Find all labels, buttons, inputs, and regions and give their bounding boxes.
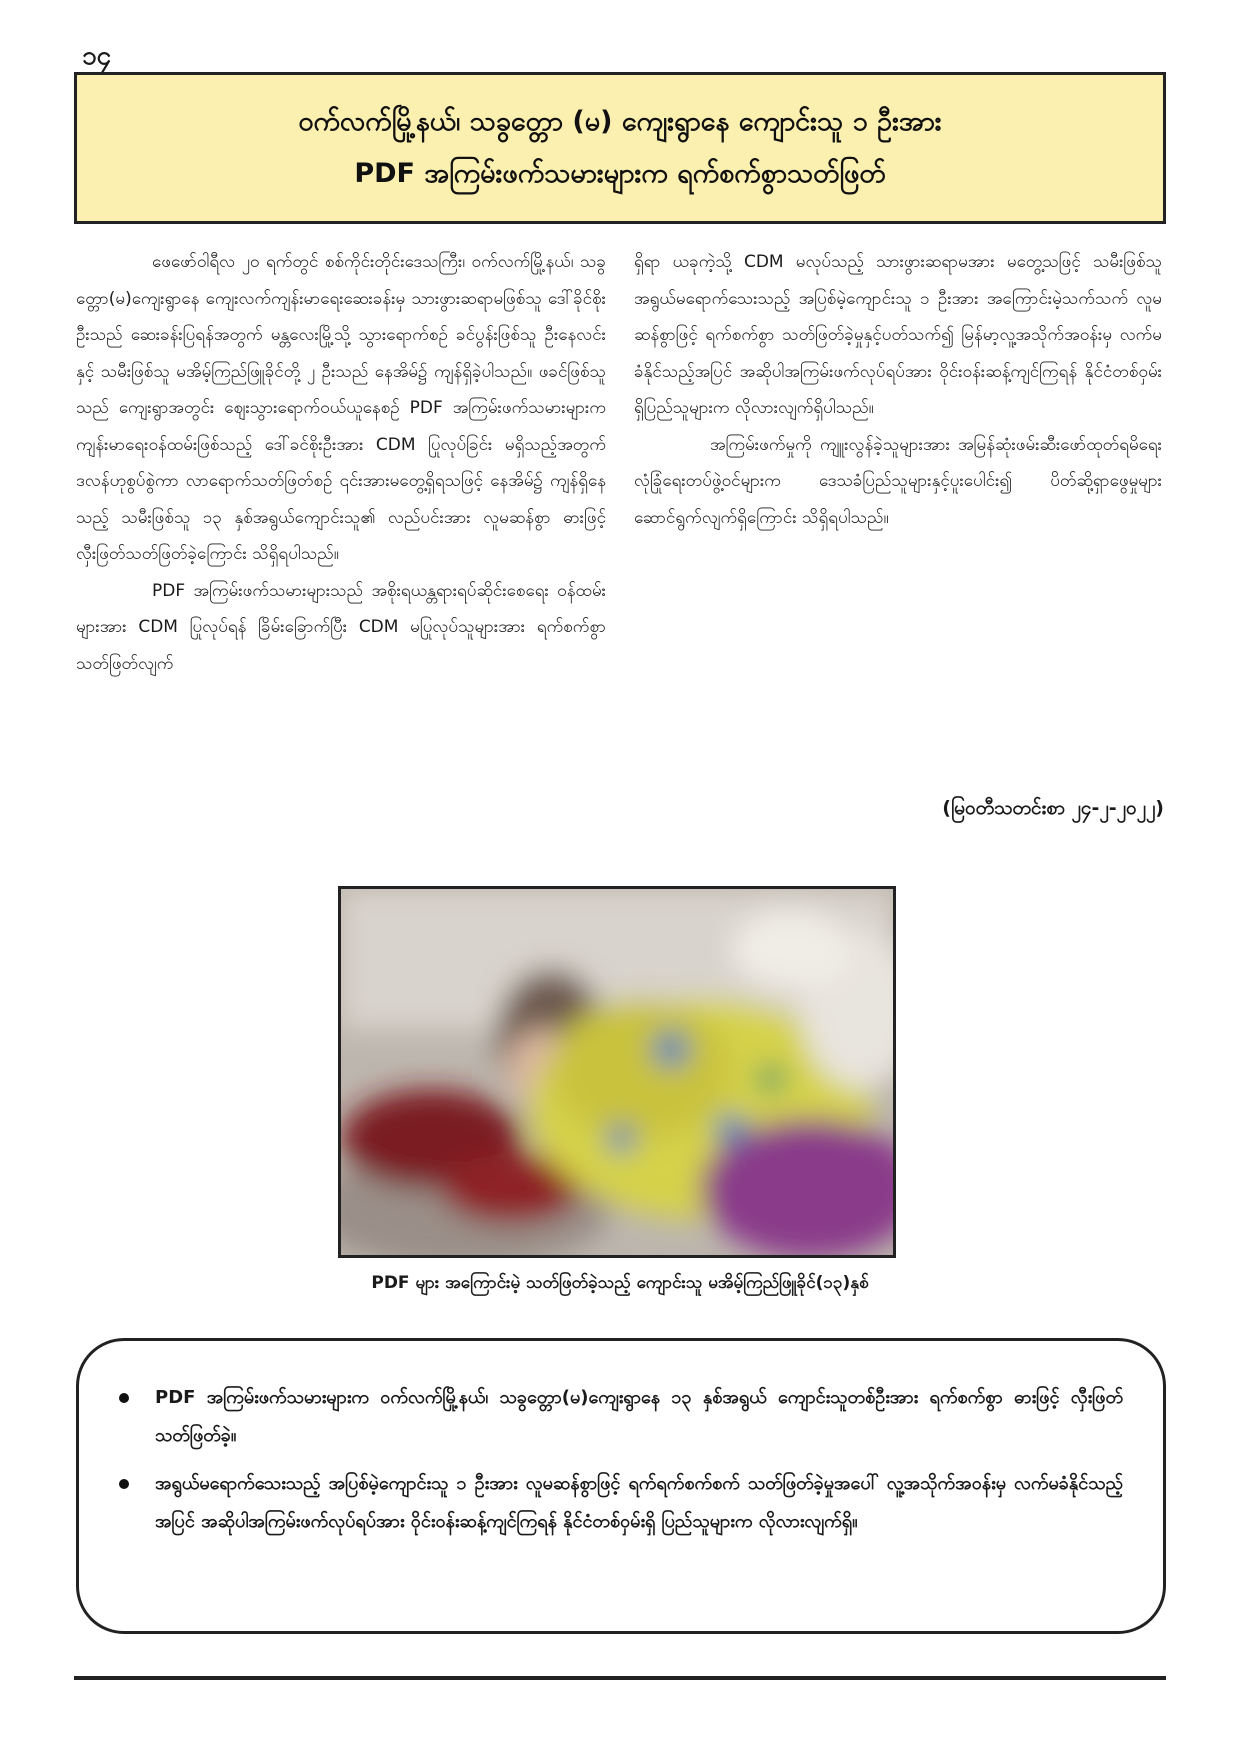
blurred-photo-image [341, 889, 893, 1255]
headline-box [74, 72, 1166, 224]
summary-bullet-item [119, 1379, 1123, 1455]
summary-bullet-text: PDF အကြမ်းဖက်သမားများက ဝက်လက်မြို့နယ်၊ သခွတ္တော(မ)ကျေးရွာနေ ၁၃ နှစ်အရွယ် ကျောင်းသူတစ်ဦးအား ရက်စက်စွာ ဓားဖြင့် လှီးဖြတ်သတ်ဖြတ်ခဲ့။ [155, 1387, 1123, 1446]
page-number: ၁၄ [82, 41, 112, 71]
article-left-column [76, 244, 606, 876]
bottom-rule [74, 1676, 1166, 1680]
article-paragraph: ဖေဖော်ဝါရီလ ၂၀ ရက်တွင် စစ်ကိုင်းတိုင်းဒေသကြီး၊ ဝက်လက်မြို့နယ်၊ သခွတ္တော(မ)ကျေးရွာနေ ကျေးလက်ကျန်းမာရေးဆေးခန်းမှ သားဖွားဆရာမဖြစ်သူ ဒေါ်ခိုင်စိုးဦးသည် ဆေးခန်းပြရန်အတွက် မန္တလေးမြို့သို့ သွားရောက်စဉ် ခင်ပွန်းဖြစ်သူ ဦးနေလင်းနှင့် သမီးဖြစ်သူ မအိမ့်ကြည်ဖြူခိုင်တို့ ၂ ဦးသည် နေအိမ်၌ ကျန်ရှိခဲ့ပါသည်။ ဖခင်ဖြစ်သူသည် ကျေးရွာအတွင်း ဈေးသွားရောက်ဝယ်ယူနေစဉ် PDF အကြမ်းဖက်သမားများက ကျန်းမာရေးဝန်ထမ်းဖြစ်သည့် ဒေါ်ခင်စိုးဦးအား CDM ပြုလုပ်ခြင်း မရှိသည့်အတွက် ဒလန်ဟုစွပ်စွဲကာ လာရောက်သတ်ဖြတ်စဉ် ၎င်းအားမတွေ့ရှိရသဖြင့် နေအိမ်၌ ကျန်ရှိနေသည့် သမီးဖြစ်သူ ၁၃ နှစ်အရွယ်ကျောင်းသူ၏ လည်ပင်းအား လူမဆန်စွာ ဓားဖြင့် လှီးဖြတ်သတ်ဖြတ်ခဲ့ကြောင်း သိရှိရပါသည်။ [76, 252, 606, 564]
bullet-icon [119, 1479, 129, 1489]
photo-caption: PDF များ အကြောင်းမဲ့ သတ်ဖြတ်ခဲ့သည့် ကျောင်းသူ မအိမ့်ကြည်ဖြူခိုင်(၁၃)နှစ် [371, 1273, 869, 1293]
article-paragraph: ရှိရာ ယခုကဲ့သို့ CDM မလုပ်သည့် သားဖွားဆရာမအား မတွေ့သဖြင့် သမီးဖြစ်သူ အရွယ်မရောက်သေးသည့် အပြစ်မဲ့ကျောင်းသူ ၁ ဦးအား အကြောင်းမဲ့သက်သက် လူမဆန်စွာဖြင့် ရက်စက်စွာ သတ်ဖြတ်ခဲ့မှုနှင့်ပတ်သက်၍ မြန်မာ့လူ့အသိုက်အဝန်းမှ လက်မခံနိုင်သည့်အပြင် အဆိုပါအကြမ်းဖက်လုပ်ရပ်အား ဝိုင်းဝန်းဆန့်ကျင်ကြရန် နိုင်ငံတစ်ဝှမ်းရှိပြည်သူများက လိုလားလျက်ရှိပါသည်။ [634, 252, 1162, 418]
summary-bullet-item [119, 1465, 1123, 1541]
article-paragraph: အကြမ်းဖက်မှုကို ကျူးလွန်ခဲ့သူများအား အမြန်ဆုံးဖမ်းဆီးဖော်ထုတ်ရမိရေး လုံခြုံရေးတပ်ဖွဲ့ဝင်များက ဒေသခံပြည်သူများနှင့်ပူးပေါင်း၍ ပိတ်ဆို့ရှာဖွေမှုများ ဆောင်ရွက်လျက်ရှိကြောင်း သိရှိရပါသည်။ [634, 434, 1162, 528]
bullet-icon [119, 1393, 129, 1403]
summary-bullet-text: အရွယ်မရောက်သေးသည့် အပြစ်မဲ့ကျောင်းသူ ၁ ဦးအား လူမဆန်စွာဖြင့် ရက်ရက်စက်စက် သတ်ဖြတ်ခဲ့မှုအပေါ် လူ့အသိုက်အဝန်းမှ လက်မခံနိုင်သည့်အပြင် အဆိုပါအကြမ်းဖက်လုပ်ရပ်အား ဝိုင်းဝန်းဆန့်ကျင်ကြရန် နိုင်ငံတစ်ဝှမ်းရှိ ပြည်သူများက လိုလားလျက်ရှိ။ [155, 1473, 1123, 1532]
summary-box [76, 1338, 1166, 1634]
summary-list [119, 1379, 1123, 1541]
headline-line-1: ဝက်လက်မြို့နယ်၊ သခွတ္တော (မ) ကျေးရွာနေ ကျောင်းသူ ၁ ဦးအား [298, 106, 942, 137]
news-photo [338, 886, 896, 1258]
headline-line-2: PDF အကြမ်းဖက်သမားများက ရက်စက်စွာသတ်ဖြတ် [354, 158, 886, 189]
article-source: (မြဝတီသတင်းစာ ၂၄-၂-၂၀၂၂) [942, 797, 1164, 819]
article-paragraph: PDF အကြမ်းဖက်သမားများသည် အစိုးရယန္တရားရပ်ဆိုင်းစေရေး ဝန်ထမ်းများအား CDM ပြုလုပ်ရန် ခြိမ်းခြောက်ပြီး CDM မပြုလုပ်သူများအား ရက်စက်စွာ သတ်ဖြတ်လျက် [76, 580, 606, 674]
article-right-column [634, 244, 1162, 536]
